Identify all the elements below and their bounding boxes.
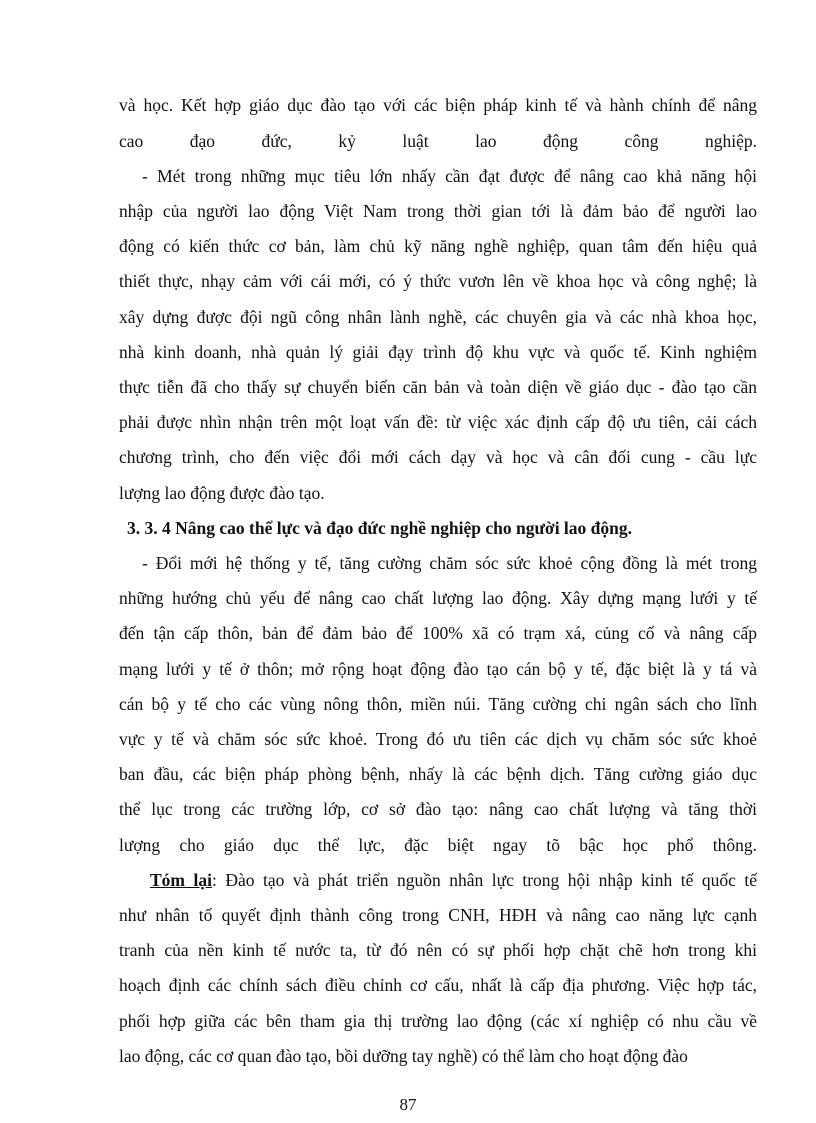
text-line: động có kiến thức cơ bản, làm chủ kỹ năng nghề nghiệp, quan tâm đến hiệu quả bbox=[119, 236, 757, 256]
text-line: xây dựng được đội ngũ công nhân lành nghề, các chuyên gia và các nhà khoa học, bbox=[119, 307, 757, 327]
text-line: phải được nhìn nhận trên một loạt vấn đề: từ việc xác định cấp độ ưu tiên, cải cách bbox=[119, 412, 757, 432]
text-line: ban đầu, các biện pháp phòng bệnh, nhấy là các bệnh dịch. Tăng cường giáo dục bbox=[119, 764, 757, 784]
text-line: - Mét trong những mục tiêu lớn nhấy cần đạt được để nâng cao khả năng hội bbox=[142, 166, 757, 186]
text-line: tranh của nền kinh tế nước ta, từ đó nên có sự phối hợp chặt chẽ hơn trong khi bbox=[119, 940, 757, 960]
text-line: thể lục trong các trường lớp, cơ sở đào tạo: nâng cao chất lượng và tăng thời bbox=[119, 799, 757, 819]
text-line: đến tận cấp thôn, bản để đảm bảo để 100% xã có trạm xá, củng cố và nâng cấp bbox=[119, 623, 757, 643]
text-line: vực y tế và chăm sóc sức khoẻ. Trong đó ưu tiên các dịch vụ chăm sóc sức khoẻ bbox=[119, 729, 757, 749]
summary-text: : Đào tạo và phát triển nguồn nhân lực trong hội nhập kinh tế quốc tế bbox=[211, 870, 757, 890]
text-line: thực tiễn đã cho thấy sự chuyển biến căn bản và toàn diện về giáo dục - đào tạo cần bbox=[119, 377, 757, 397]
text-line: mạng lưới y tế ở thôn; mở rộng hoạt động đào tạo cán bộ y tế, đặc biệt là y tá và bbox=[119, 659, 757, 679]
text-line: cao đạo đức, kỷ luật lao động công nghiệp. bbox=[119, 131, 757, 151]
section-heading: 3. 3. 4 Nâng cao thể lực và đạo đức nghề nghiệp cho người lao động. bbox=[127, 518, 633, 538]
summary-line bbox=[150, 868, 757, 892]
text-line: như nhân tố quyết định thành công trong CNH, HĐH và nâng cao năng lực cạnh bbox=[119, 905, 757, 925]
text-line: - Đổi mới hệ thống y tế, tăng cường chăm sóc sức khoẻ cộng đồng là mét trong bbox=[142, 553, 757, 573]
text-line: nhập của người lao động Việt Nam trong thời gian tới là đảm bảo để người lao bbox=[119, 201, 757, 221]
text-line: lượng cho giáo dục thể lực, đặc biệt ngay tõ bậc học phổ thông. bbox=[119, 835, 757, 855]
summary-label: Tóm lại bbox=[150, 870, 212, 890]
text-line: cán bộ y tế cho các vùng nông thôn, miền núi. Tăng cường chi ngân sách cho lĩnh bbox=[119, 694, 757, 714]
text-line: lao động, các cơ quan đào tạo, bồi dưỡng tay nghề) có thể làm cho hoạt động đào bbox=[119, 1046, 688, 1066]
text-line: chương trình, cho đến việc đổi mới cách dạy và học và cân đối cung - cầu lực bbox=[119, 447, 757, 467]
text-line: hoạch định các chính sách điều chỉnh cơ cấu, nhất là cấp địa phương. Việc hợp tác, bbox=[119, 975, 757, 995]
text-line: những hướng chủ yếu để nâng cao chất lượng lao động. Xây dựng mạng lưới y tế bbox=[119, 588, 757, 608]
page-number: 87 bbox=[399, 1095, 417, 1114]
text-line: lượng lao động được đào tạo. bbox=[119, 483, 325, 503]
text-line: phối hợp giữa các bên tham gia thị trường lao động (các xí nghiệp có nhu cầu về bbox=[119, 1011, 757, 1031]
text-line: nhà kinh doanh, nhà quản lý giải đạy trình độ khu vực và quốc tế. Kinh nghiệm bbox=[119, 342, 757, 362]
text-line: thiết thực, nhạy cảm với cái mới, có ý thức vươn lên về khoa học và công nghệ; là bbox=[119, 271, 757, 291]
text-line: và học. Kết hợp giáo dục đào tạo với các biện pháp kinh tế và hành chính để nâng bbox=[119, 95, 757, 115]
